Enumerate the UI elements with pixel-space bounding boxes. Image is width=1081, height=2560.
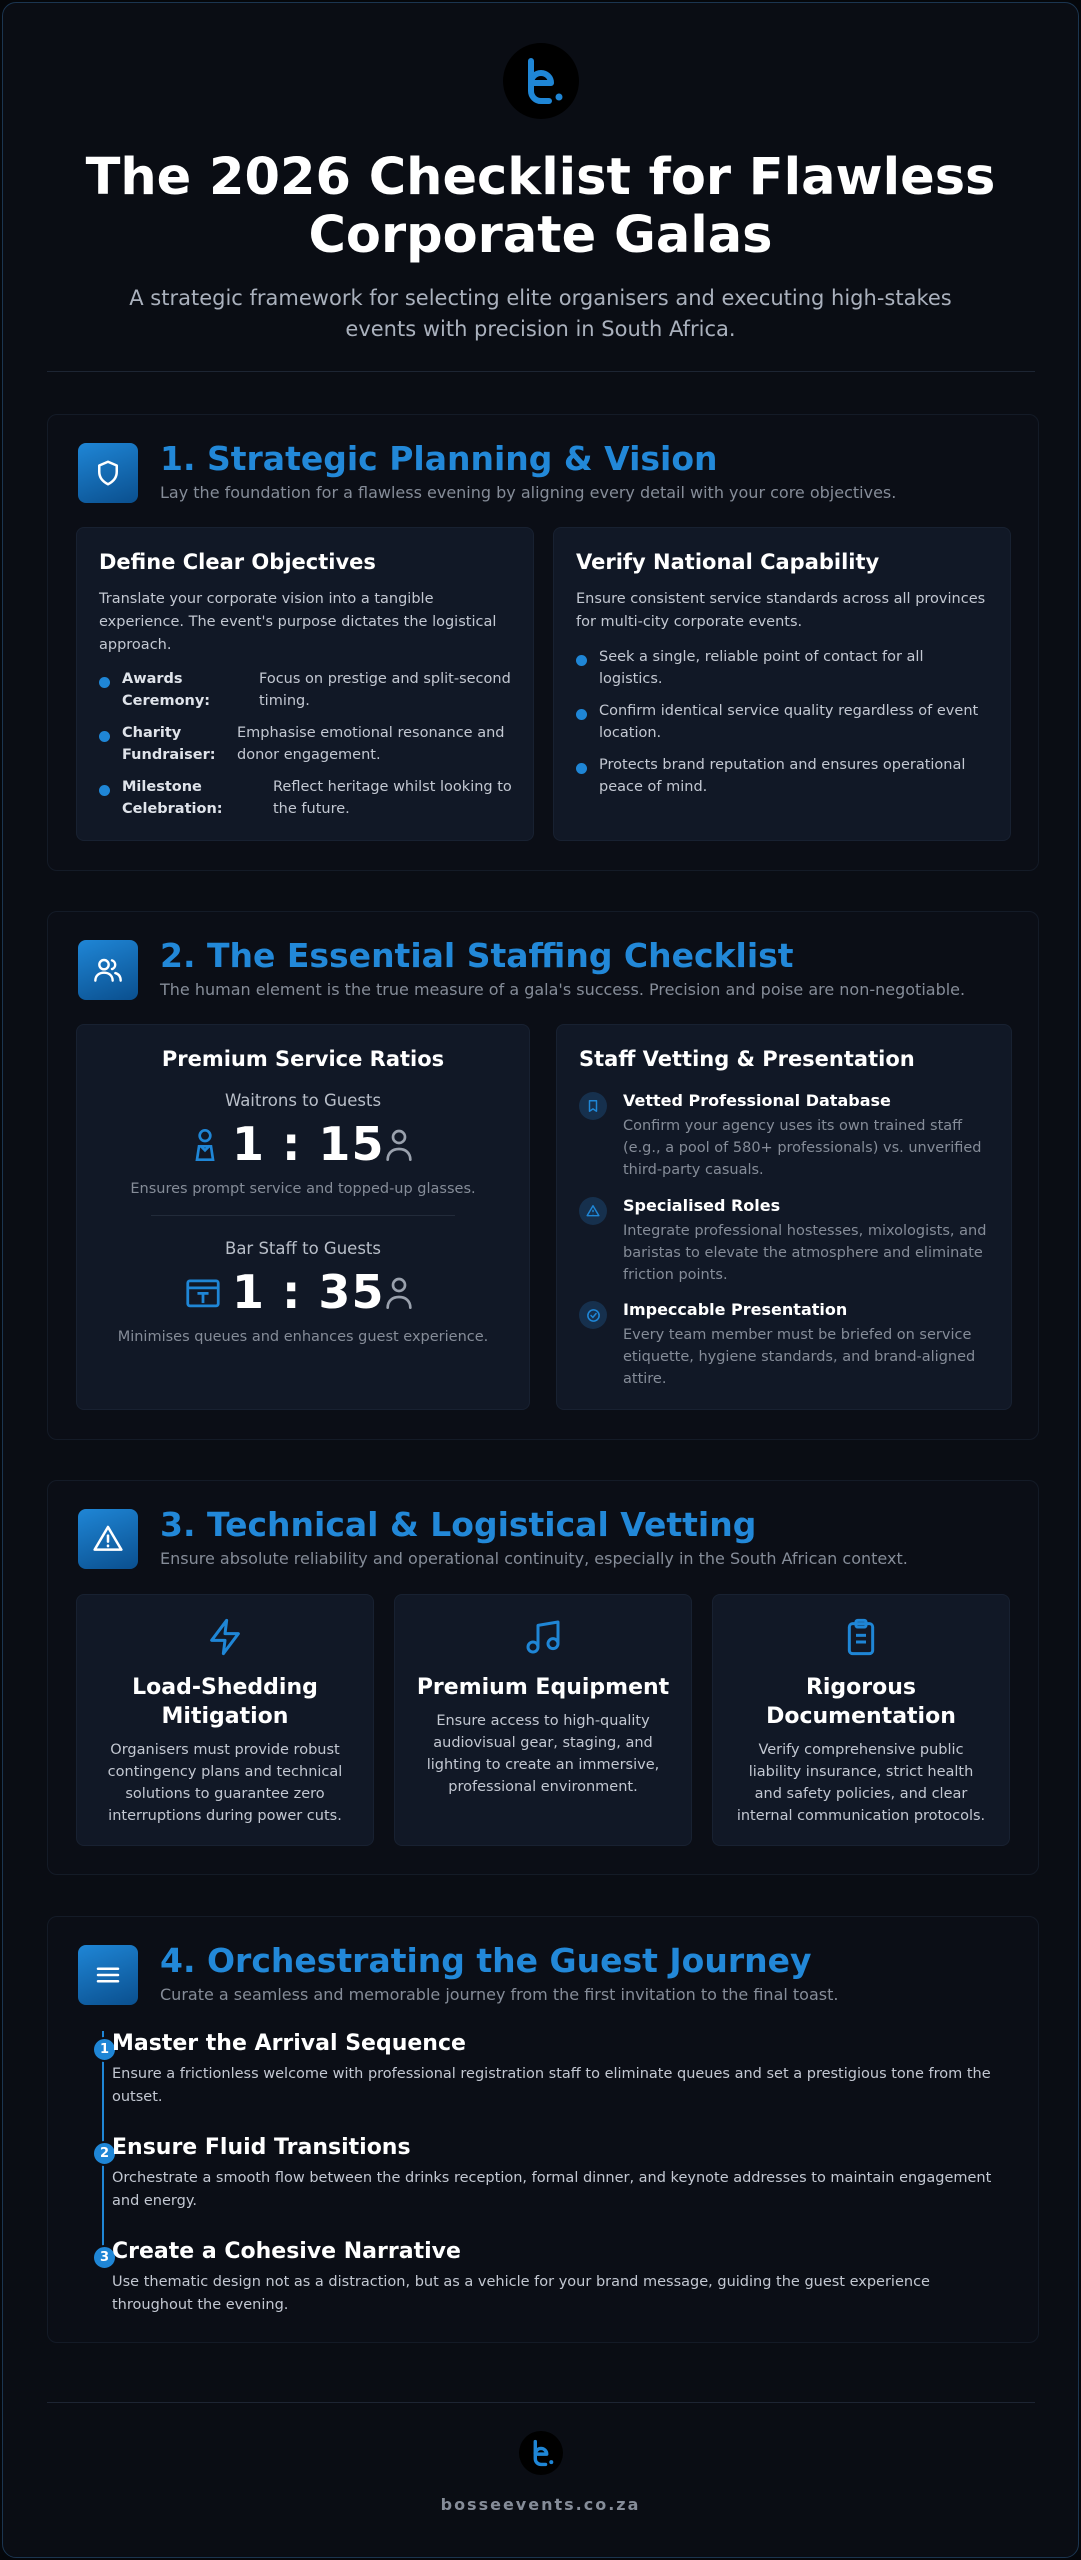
card-load-shedding (76, 1594, 374, 1846)
vet-title: Vetted Professional Database (623, 1091, 891, 1110)
step-text: Ensure a frictionless welcome with professional registration staff to eliminate queues and set a prestigious tone from the outset. (112, 2066, 991, 2105)
menu-lines-icon (93, 1960, 123, 1990)
section-icon-badge (78, 940, 138, 1000)
ratio-note: Minimises queues and enhances guest experience. (117, 1329, 489, 1345)
vet-text: Confirm your agency uses its own trained staff (e.g., a pool of 580+ professionals) vs. unverified third-party casuals. (623, 1118, 982, 1178)
brand-logo (503, 43, 579, 119)
section-staffing-checklist (47, 911, 1039, 1440)
card-description: Ensure access to high-quality audiovisual gear, staging, and lighting to create an immersive, professional environment. (426, 1713, 660, 1795)
section-icon-badge (78, 1509, 138, 1569)
card-title: Verify National Capability (576, 550, 880, 574)
vet-icon-badge (579, 1092, 607, 1120)
step-title: Ensure Fluid Transitions (112, 2135, 411, 2160)
website-link[interactable]: bosseevents.co.za (440, 2495, 641, 2514)
footer-logo (519, 2431, 563, 2475)
bullet-label: Milestone Celebration: (122, 779, 223, 817)
ratio-caption: Bar Staff to Guests (225, 1239, 381, 1258)
step-title: Master the Arrival Sequence (112, 2031, 466, 2056)
bullet-dot (576, 655, 587, 666)
section-title: 4. Orchestrating the Guest Journey (160, 1941, 812, 1980)
ratio-value: 1 : 35 (232, 1265, 385, 1319)
section-technical-vetting (47, 1480, 1039, 1875)
vet-title: Impeccable Presentation (623, 1300, 848, 1319)
section-title: 3. Technical & Logistical Vetting (160, 1505, 757, 1544)
warning-triangle-icon (586, 1204, 600, 1218)
section-subtitle: The human element is the true measure of a gala's success. Precision and poise are non-negotiable. (160, 980, 966, 999)
step-text: Use thematic design not as a distraction, but as a vehicle for your brand message, guiding the guest experience throughout the evening. (112, 2274, 930, 2313)
card-title: Staff Vetting & Presentation (579, 1047, 915, 1071)
bullet-text: Emphasise emotional resonance and donor engagement. (237, 725, 505, 763)
card-description: Ensure consistent service standards across all provinces for multi-city corporate events. (576, 591, 986, 630)
letter-e-logo-icon (525, 2437, 557, 2469)
vet-text: Every team member must be briefed on service etiquette, hygiene standards, and brand-aligned attire. (623, 1327, 976, 1387)
bookmark-icon (586, 1099, 600, 1113)
card-title: Rigorous Documentation (766, 1675, 956, 1729)
ratio-note: Ensures prompt service and topped-up glasses. (130, 1181, 476, 1197)
step-title: Create a Cohesive Narrative (112, 2239, 461, 2264)
music-note-icon (523, 1617, 563, 1657)
bullet-dot (99, 731, 110, 742)
person-icon (383, 1127, 415, 1163)
page-title: The 2026 Checklist for Flawless Corporate Galas (85, 148, 996, 265)
lightning-icon (205, 1617, 245, 1657)
bullet-label: Awards Ceremony: (122, 671, 211, 709)
bullet-label: Charity Fundraiser: (122, 725, 216, 763)
step-number: 1 (92, 2037, 117, 2062)
clipboard-icon (841, 1617, 881, 1657)
shield-icon (93, 458, 123, 488)
card-service-ratios (76, 1024, 530, 1410)
section-icon-badge (78, 443, 138, 503)
divider (47, 371, 1035, 372)
bullet-text: Confirm identical service quality regardless of event location. (599, 703, 979, 741)
users-icon (92, 954, 124, 986)
step-number: 3 (92, 2245, 117, 2270)
step-number: 2 (92, 2141, 117, 2166)
ratio-caption: Waitrons to Guests (224, 1091, 382, 1110)
warning-triangle-icon (92, 1523, 124, 1555)
letter-e-logo-icon (513, 53, 569, 109)
card-staff-vetting (556, 1024, 1012, 1410)
card-define-objectives (76, 527, 534, 841)
vet-icon-badge (579, 1301, 607, 1329)
bullet-dot (99, 785, 110, 796)
vet-text: Integrate professional hostesses, mixologists, and baristas to elevate the atmosphere and eliminate friction points. (623, 1223, 987, 1283)
card-national-capability (553, 527, 1011, 841)
bullet-text: Protects brand reputation and ensures operational peace of mind. (599, 757, 966, 795)
page-subtitle: A strategic framework for selecting elite organisers and executing high-stakes events with precision in South Africa. (129, 286, 952, 341)
card-documentation (712, 1594, 1010, 1846)
section-strategic-planning (47, 414, 1039, 871)
check-circle-icon (586, 1308, 601, 1323)
step-text: Orchestrate a smooth flow between the drinks reception, formal dinner, and keynote addresses to maintain engagement and energy. (112, 2170, 992, 2209)
bullet-text: Reflect heritage whilst looking to the future. (273, 779, 512, 817)
section-subtitle: Curate a seamless and memorable journey from the first invitation to the final toast. (160, 1985, 839, 2004)
section-icon-badge (78, 1945, 138, 2005)
section-subtitle: Lay the foundation for a flawless evening by aligning every detail with your core objectives. (160, 483, 897, 502)
ratio-value: 1 : 15 (232, 1117, 385, 1171)
bullet-dot (576, 709, 587, 720)
section-guest-journey (47, 1916, 1039, 2343)
waiter-icon (189, 1127, 221, 1163)
divider (151, 1215, 455, 1216)
card-title: Load-Shedding Mitigation (132, 1675, 318, 1729)
vet-icon-badge (579, 1197, 607, 1225)
divider (47, 2402, 1035, 2403)
card-premium-equipment (394, 1594, 692, 1846)
person-icon (383, 1275, 415, 1311)
bar-counter-icon (185, 1275, 221, 1309)
section-title: 1. Strategic Planning & Vision (160, 439, 718, 478)
card-title: Premium Service Ratios (161, 1047, 445, 1071)
card-description: Organisers must provide robust contingency plans and technical solutions to guarantee zero interruptions during power cuts. (107, 1742, 343, 1824)
bullet-text: Focus on prestige and split-second timing. (259, 671, 511, 709)
bullet-dot (576, 763, 587, 774)
bullet-text: Seek a single, reliable point of contact for all logistics. (599, 649, 924, 687)
card-description: Verify comprehensive public liability insurance, strict health and safety policies, and clear internal communication protocols. (736, 1742, 986, 1824)
card-title: Define Clear Objectives (99, 550, 376, 574)
card-description: Translate your corporate vision into a tangible experience. The event's purpose dictates the logistical approach. (99, 591, 497, 653)
section-subtitle: Ensure absolute reliability and operational continuity, especially in the South African context. (160, 1549, 908, 1568)
bullet-dot (99, 677, 110, 688)
vet-title: Specialised Roles (623, 1196, 781, 1215)
page-frame (2, 2, 1079, 2558)
card-title: Premium Equipment (416, 1675, 670, 1700)
section-title: 2. The Essential Staffing Checklist (160, 936, 794, 975)
